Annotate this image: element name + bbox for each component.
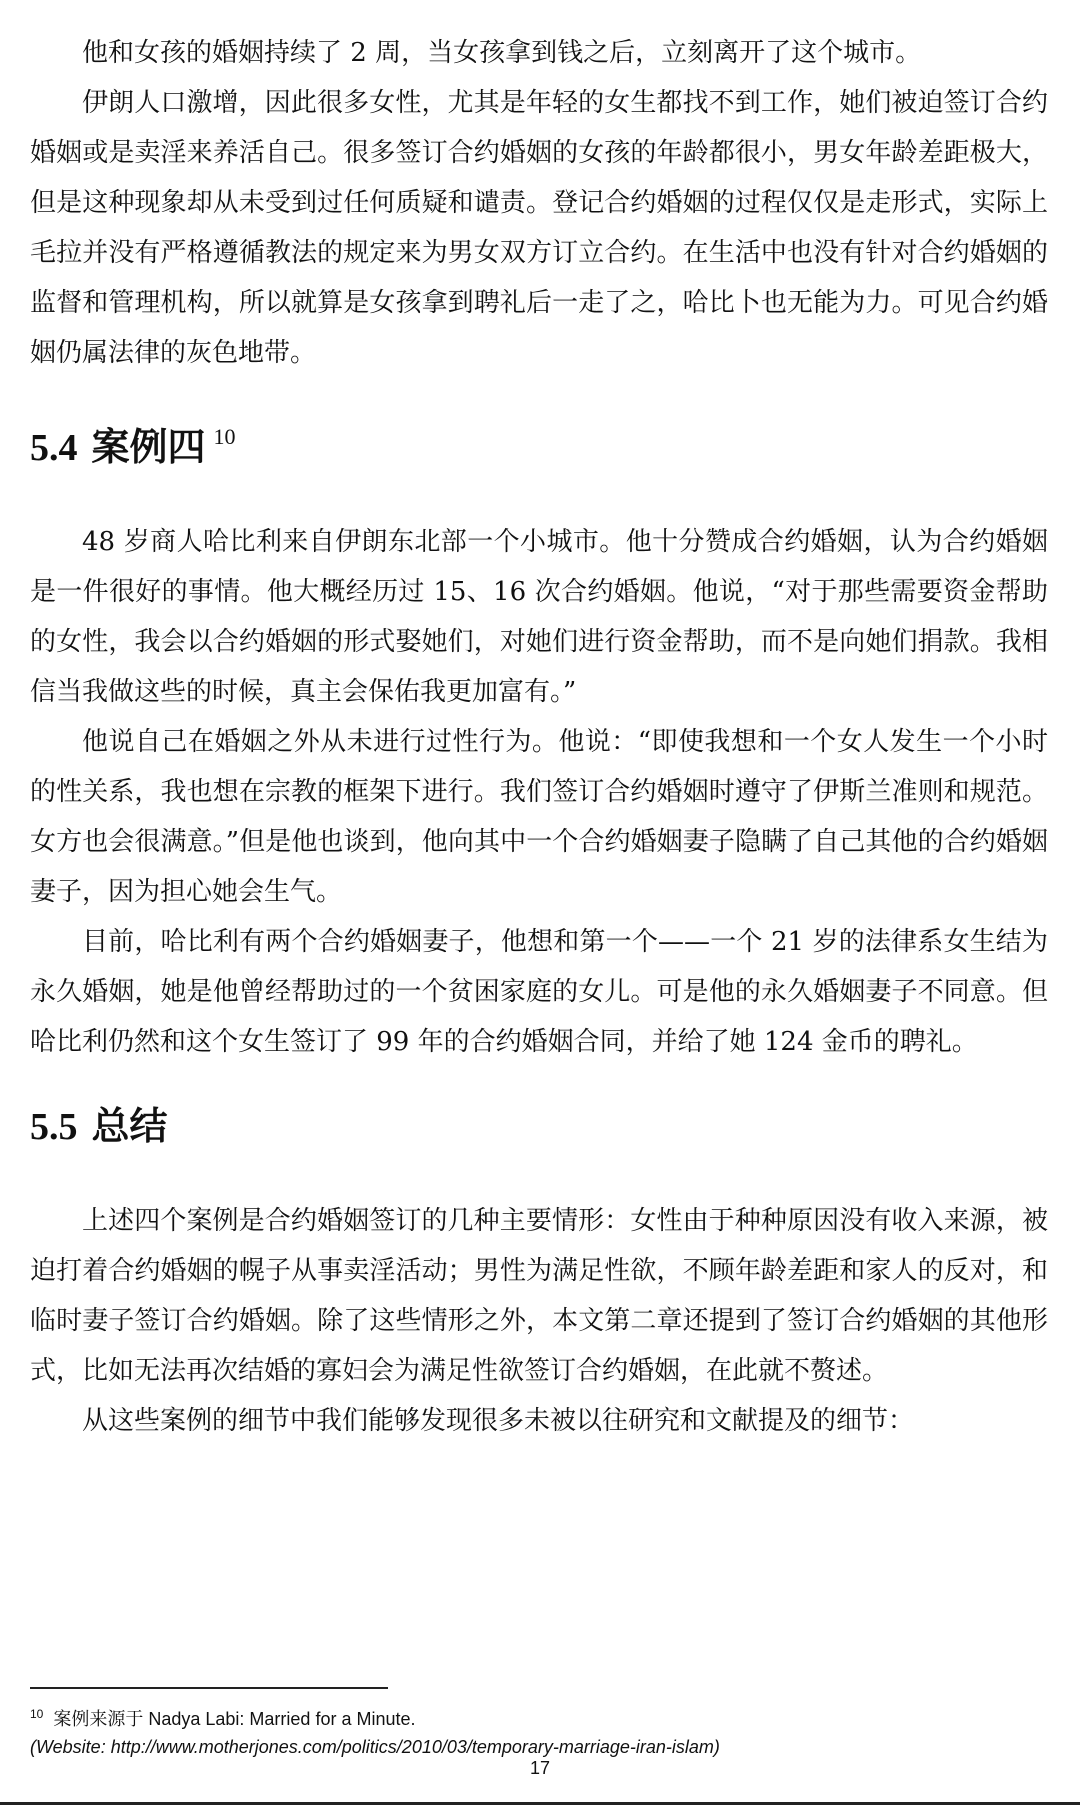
section-title: 总结 [91,1104,168,1148]
paragraph: 48 岁商人哈比利来自伊朗东北部一个小城市。他十分赞成合约婚姻，认为合约婚姻是一件很好的事情。他大概经历过 15、16 次合约婚姻。他说，“对于那些需要资金帮助的女性，我会以合约婚姻的形式娶她们，对她们进行资金帮助，而不是向她们捐款。我相信当我做这些的时候，真主会保佑我更加富有。” [30,527,1048,707]
paragraph: 他和女孩的婚姻持续了 2 周，当女孩拿到钱之后，立刻离开了这个城市。 [82,38,922,68]
paragraph: 上述四个案例是合约婚姻签订的几种主要情形：女性由于种种原因没有收入来源，被迫打着合约婚姻的幌子从事卖淫活动；男性为满足性欲，不顾年龄差距和家人的反对，和临时妻子签订合约婚姻。除了这些情形之外，本文第二章还提到了签订合约婚姻的其他形式，比如无法再次结婚的寡妇会为满足性欲签订合约婚姻，在此就不赘述。 [30,1206,1048,1386]
paragraph: 他说自己在婚姻之外从未进行过性行为。他说：“即使我想和一个女人发生一个小时的性关系，我也想在宗教的框架下进行。我们签订合约婚姻时遵守了伊斯兰准则和规范。女方也会很满意。”但是他也谈到，他向其中一个合约婚姻妻子隐瞒了自己其他的合约婚姻妻子，因为担心她会生气。 [30,727,1048,907]
footnote-divider [30,1687,388,1689]
footnote-reference[interactable]: 10 [213,424,236,449]
paragraph: 目前，哈比利有两个合约婚姻妻子，他想和第一个——一个 21 岁的法律系女生结为永久婚姻，她是他曾经帮助过的一个贫困家庭的女儿。可是他的永久婚姻妻子不同意。但哈比利仍然和这个女生签订了 99 年的合约婚姻合同，并给了她 124 金币的聘礼。 [30,927,1048,1057]
footnote-marker: 10 [30,1707,44,1721]
footnote [30,1700,1050,1761]
section-number: 5.5 [30,1106,78,1148]
footnote-source: 案例来源于 Nadya Labi: Married for a Minute. [53,1709,416,1729]
footnote-source-line [30,1700,1050,1733]
paragraph: 伊朗人口激增，因此很多女性，尤其是年轻的女生都找不到工作，她们被迫签订合约婚姻或是卖淫来养活自己。很多签订合约婚姻的女孩的年龄都很小，男女年龄差距极大，但是这种现象却从未受到过任何质疑和谴责。登记合约婚姻的过程仅仅是走形式，实际上毛拉并没有严格遵循教法的规定来为男女双方订立合约。在生活中也没有针对合约婚姻的监督和管理机构，所以就算是女孩拿到聘礼后一走了之，哈比卜也无能为力。可见合约婚姻仍属法律的灰色地带。 [30,88,1048,368]
page-number: 17 [529,1758,551,1778]
paragraph: 从这些案例的细节中我们能够发现很多未被以往研究和文献提及的细节： [82,1406,915,1436]
section-heading-5-4 [30,412,1048,473]
section-number: 5.4 [30,427,78,469]
section-title: 案例四 [91,425,206,469]
section-heading-5-5 [30,1101,1048,1152]
footnote-website-link[interactable]: (Website: http://www.motherjones.com/politics/2010/03/temporary-marriage-iran-islam) [30,1737,720,1757]
